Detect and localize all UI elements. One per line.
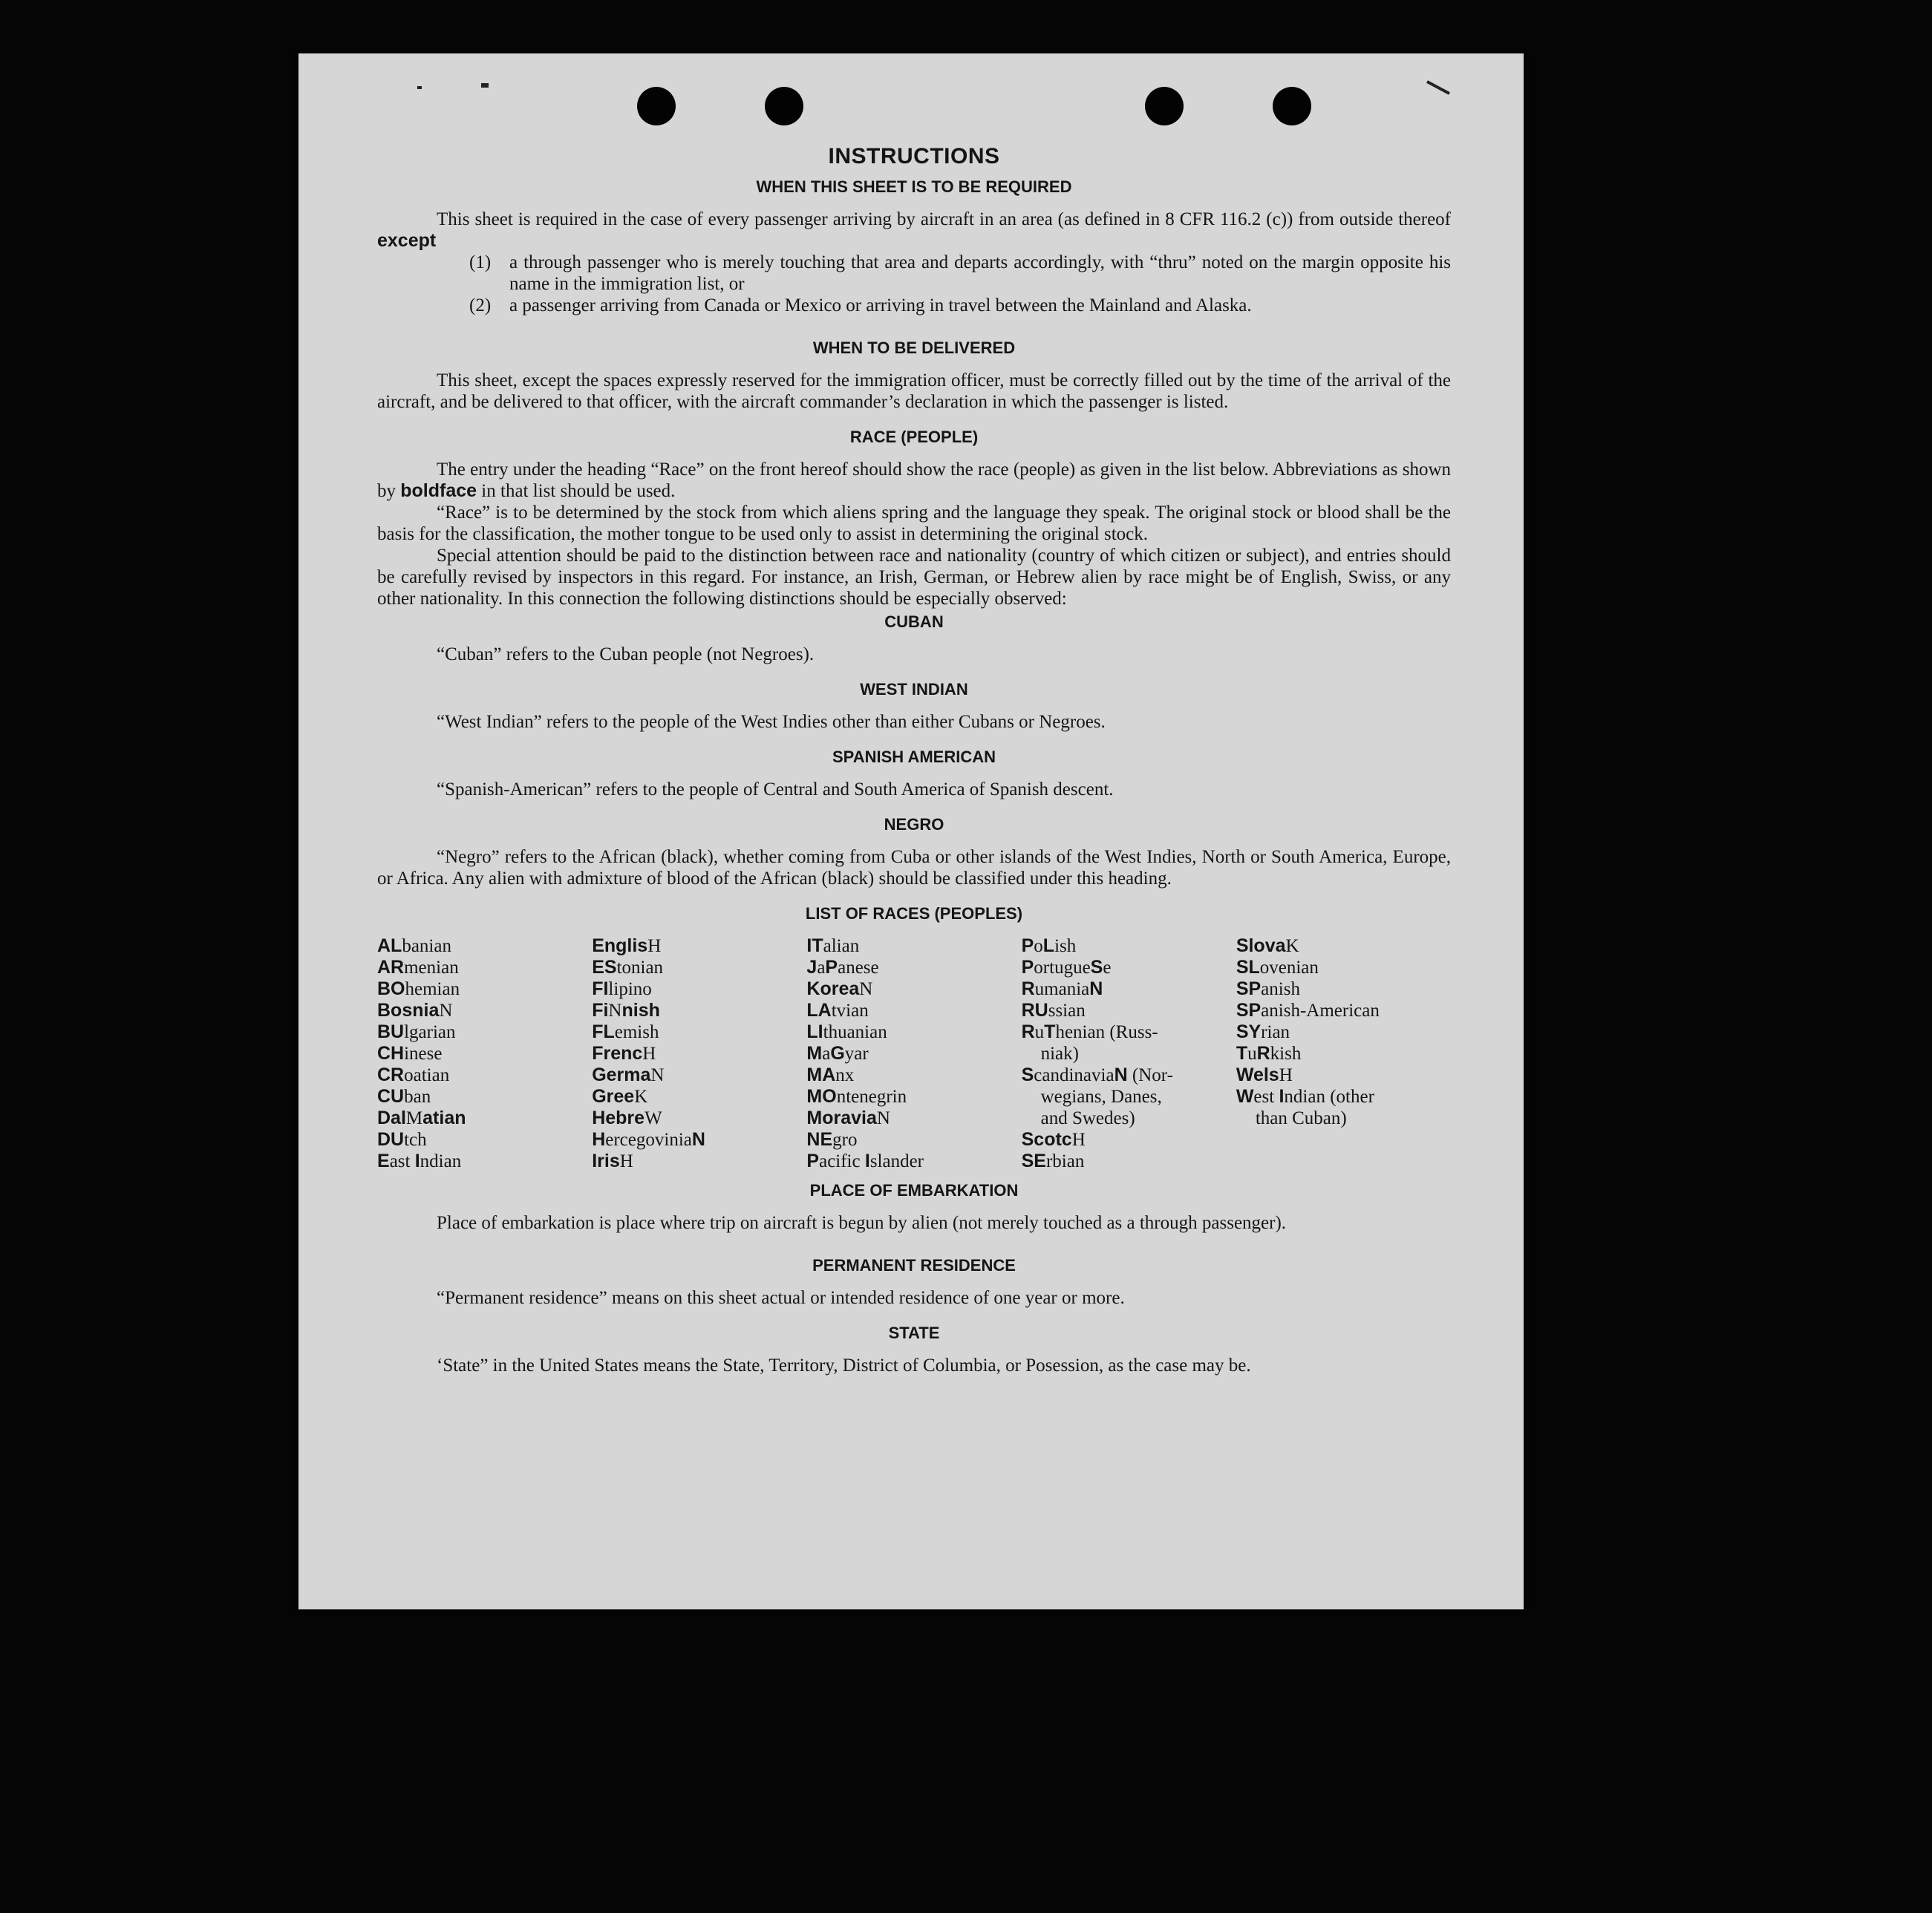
races-column <box>806 935 1021 1172</box>
ink-speck <box>1426 80 1450 94</box>
race-entry: DUtch <box>377 1129 427 1150</box>
race-entry: SYrian <box>1236 1021 1290 1042</box>
race-entry: ScandinaviaN (Nor- <box>1021 1065 1173 1085</box>
races-column <box>1022 935 1236 1172</box>
punch-hole <box>765 87 803 125</box>
instructions-body <box>377 145 1451 1376</box>
race-entry: FIlipino <box>592 978 652 999</box>
punch-hole <box>637 87 676 125</box>
race-entry: ALbanian <box>377 935 451 956</box>
race-entry: ScotcH <box>1021 1129 1086 1150</box>
race-entry: FiNnish <box>592 1000 660 1021</box>
section-heading-state: STATE <box>888 1324 940 1342</box>
negro-text: “Negro” refers to the African (black), whether coming from Cuba or other islands of the West Indies, North or South America, Europe, or Africa. Any alien with admixture of blood of the African (black) should be classified under this heading. <box>377 847 1451 889</box>
state-text: ‘State” in the United States means the State, Territory, District of Columbia, or Posession, as the case may be. <box>437 1356 1251 1376</box>
race-entry: BUlgarian <box>377 1021 456 1042</box>
race-entry: PoLish <box>1021 935 1077 956</box>
race-entry: FLemish <box>592 1021 659 1042</box>
punch-hole <box>1145 87 1184 125</box>
race-entry: CHinese <box>377 1043 443 1064</box>
section-heading-spanish-american: SPANISH AMERICAN <box>832 748 996 766</box>
section-heading-cuban: CUBAN <box>884 612 944 631</box>
section-heading-delivered: WHEN TO BE DELIVERED <box>812 339 1016 357</box>
race-entry: East Indian <box>377 1151 462 1171</box>
race-entry: CUban <box>377 1086 431 1107</box>
section-heading-negro: NEGRO <box>884 815 944 834</box>
race-paragraph-1: The entry under the heading “Race” on the front hereof should show the race (people) as given in the list below. Abbreviations as shown by boldface in that list should be used. <box>377 460 1451 501</box>
race-entry: EStonian <box>592 957 664 978</box>
delivered-text: This sheet, except the spaces expressly reserved for the immigration officer, must be correctly filled out by the time of the arrival of the aircraft, and be delivered to that officer, with the aircraft commander’s declaration in which the passenger is listed. <box>377 370 1451 412</box>
race-entry: CRoatian <box>377 1065 450 1085</box>
race-entry: LIthuanian <box>806 1021 887 1042</box>
race-entry: wegians, Danes, <box>1040 1087 1162 1107</box>
race-entry: and Swedes) <box>1040 1108 1135 1128</box>
races-column <box>377 935 592 1172</box>
west-indian-text: “West Indian” refers to the people of the West Indies other than either Cubans or Negroes. <box>437 712 1106 732</box>
race-entry: SlovaK <box>1236 935 1299 956</box>
section-heading-required: WHEN THIS SHEET IS TO BE REQUIRED <box>756 177 1072 196</box>
section-heading-races-list: LIST OF RACES (PEOPLES) <box>805 904 1023 923</box>
races-table <box>377 935 1451 1172</box>
race-entry: SPanish-American <box>1236 1000 1380 1021</box>
required-item-2: (2) a passenger arriving from Canada or Mexico or arriving in travel between the Mainland and Alaska. <box>469 295 1252 315</box>
race-entry: EnglisH <box>592 935 662 956</box>
race-entry: GreeK <box>592 1086 648 1107</box>
races-column <box>592 935 806 1172</box>
race-entry: DalMatian <box>377 1108 466 1128</box>
race-entry: MAnx <box>806 1065 855 1085</box>
race-entry: WelsH <box>1236 1065 1293 1085</box>
races-column <box>1236 935 1451 1172</box>
race-entry: KoreaN <box>806 978 873 999</box>
section-heading-residence: PERMANENT RESIDENCE <box>812 1256 1016 1275</box>
race-entry: RUssian <box>1021 1000 1086 1021</box>
race-entry: FrencH <box>592 1043 656 1064</box>
section-heading-embarkation: PLACE OF EMBARKATION <box>809 1181 1019 1200</box>
race-entry: SErbian <box>1021 1151 1085 1171</box>
required-intro: This sheet is required in the case of every passenger arriving by aircraft in an area (as defined in 8 CFR 116.2 (c)) from outside thereof except <box>377 209 1451 251</box>
ink-speck <box>417 86 422 89</box>
race-entry: SPanish <box>1236 978 1300 999</box>
page-title: INSTRUCTIONS <box>828 144 1000 169</box>
race-entry: RuThenian (Russ- <box>1021 1021 1158 1042</box>
race-entry: NEgro <box>806 1129 858 1150</box>
race-entry: MOntenegrin <box>806 1086 907 1107</box>
instruction-sheet <box>298 53 1524 1609</box>
race-entry: West Indian (other <box>1236 1086 1374 1107</box>
race-entry: ARmenian <box>377 957 459 978</box>
race-paragraph-3: Special attention should be paid to the distinction between race and nationality (country of which citizen or subject), and entries should be carefully revised by inspectors in this regard. For instance, an Irish, German, or Hebrew alien by race might be of English, Swiss, or any other nationality. In this connection the following distinctions should be especially observed: <box>377 546 1451 609</box>
race-entry: BosniaN <box>377 1000 453 1021</box>
except-bold: except <box>377 230 437 251</box>
race-entry: HebreW <box>592 1108 662 1128</box>
race-entry: MaGyar <box>806 1043 869 1064</box>
race-paragraph-2: “Race” is to be determined by the stock from which aliens spring and the language they speak. The original stock or blood shall be the basis for the classification, the mother tongue to be used only to assist in determining the original stock. <box>377 503 1451 544</box>
race-entry: IrisH <box>592 1151 633 1171</box>
required-item-1: (1) a through passenger who is merely touching that area and departs accordingly, with “thru” noted on the margin opposite his name in the immigration list, or <box>469 252 1451 294</box>
race-entry: BOhemian <box>377 978 460 999</box>
section-heading-race: RACE (PEOPLE) <box>849 428 979 446</box>
race-entry: RumaniaN <box>1021 978 1103 999</box>
race-entry: niak) <box>1040 1044 1079 1064</box>
race-entry: JaPanese <box>806 957 879 978</box>
punch-hole <box>1273 87 1311 125</box>
residence-text: “Permanent residence” means on this sheet actual or intended residence of one year or more. <box>437 1288 1125 1308</box>
race-entry: SLovenian <box>1236 957 1319 978</box>
race-entry: ITalian <box>806 935 860 956</box>
race-entry: LAtvian <box>806 1000 869 1021</box>
embarkation-text: Place of embarkation is place where trip on aircraft is begun by alien (not merely touched as a through passenger). <box>437 1213 1287 1233</box>
spanish-american-text: “Spanish-American” refers to the people of Central and South America of Spanish descent. <box>437 779 1114 799</box>
race-entry: TuRkish <box>1236 1043 1302 1064</box>
ink-speck <box>481 83 489 88</box>
race-entry: than Cuban) <box>1255 1108 1347 1128</box>
cuban-text: “Cuban” refers to the Cuban people (not Negroes). <box>437 644 815 664</box>
race-entry: HercegoviniaN <box>592 1129 705 1150</box>
race-entry: PortugueSe <box>1021 957 1112 978</box>
race-entry: Pacific Islander <box>806 1151 924 1171</box>
race-entry: MoraviaN <box>806 1108 890 1128</box>
section-heading-west-indian: WEST INDIAN <box>860 680 968 699</box>
race-entry: GermaN <box>592 1065 665 1085</box>
